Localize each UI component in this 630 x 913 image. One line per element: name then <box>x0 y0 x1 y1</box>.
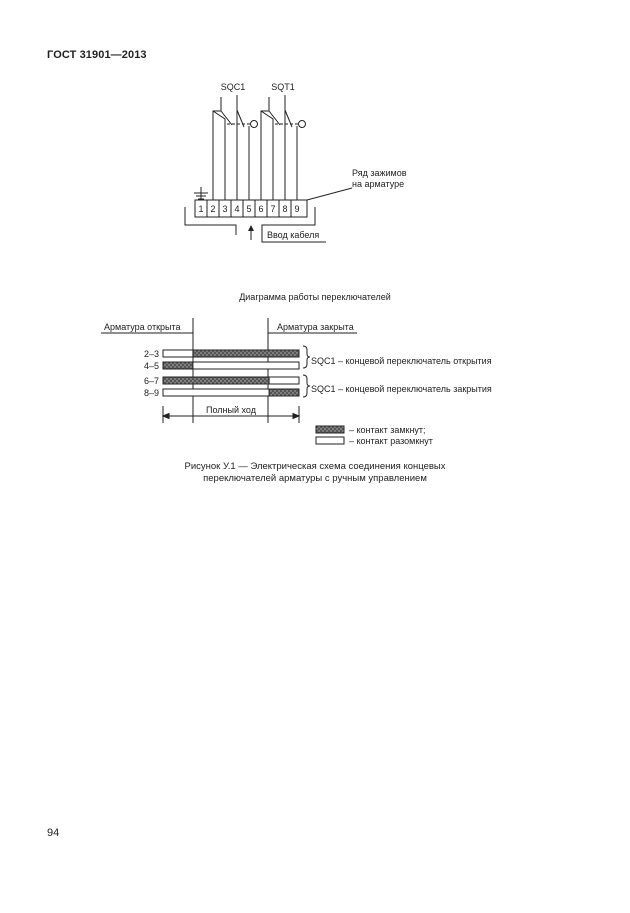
terminal-number: 2 <box>210 204 216 214</box>
full-stroke-label: Полный ход <box>206 405 256 415</box>
legend-open-swatch <box>316 437 344 444</box>
terminal-number: 6 <box>258 204 264 214</box>
contact-bar-closed <box>269 389 299 396</box>
document-header: ГОСТ 31901—2013 <box>47 49 147 61</box>
legend-closed-swatch <box>316 426 344 433</box>
terminal-numbers <box>198 204 299 214</box>
switch-description-open: SQC1 – концевой переключатель открытия <box>311 356 492 366</box>
contacts-label: 2–3 <box>143 349 159 359</box>
brace-open-switch <box>303 346 310 368</box>
terminal-label-leader <box>307 188 352 200</box>
contacts-label: 8–9 <box>143 388 159 398</box>
contact-bars <box>163 350 299 396</box>
switch-label-sqt1: SQT1 <box>271 82 295 92</box>
terminal-number: 8 <box>282 204 288 214</box>
legend-open-label: – контакт разомкнут <box>349 436 433 446</box>
terminal-number: 1 <box>198 204 204 214</box>
figure-caption <box>0 461 630 485</box>
switch-sqt1 <box>261 95 306 200</box>
terminal-number: 4 <box>234 204 240 214</box>
caption-line-1: Рисунок У.1 — Электрическая схема соединения концевых <box>184 461 446 472</box>
switch-operation-diagram <box>0 280 630 460</box>
terminal-number: 7 <box>270 204 276 214</box>
diagram-title: Диаграмма работы переключателей <box>239 292 391 302</box>
terminal-number: 3 <box>222 204 228 214</box>
terminal-block-label-line2: на арматуре <box>352 179 405 189</box>
page-number: 94 <box>47 827 60 839</box>
terminal-block-label-line1: Ряд зажимов <box>352 168 407 178</box>
switch-sqc1 <box>213 95 258 200</box>
ground-icon <box>194 187 208 200</box>
brace-close-switch <box>303 375 310 397</box>
terminal-number: 5 <box>246 204 252 214</box>
contact-bar-closed <box>163 362 193 369</box>
contacts-label: 6–7 <box>143 376 159 386</box>
switch-label-sqc1: SQC1 <box>220 82 246 92</box>
switch-description-close: SQC1 – концевой переключатель закрытия <box>311 384 492 394</box>
closed-position-label: Арматура закрыта <box>277 322 354 332</box>
open-position-label: Арматура открыта <box>104 322 181 332</box>
contacts-label: 4–5 <box>143 361 159 371</box>
contact-bar-closed <box>193 350 299 357</box>
caption-line-2: переключателей арматуры с ручным управлением <box>203 473 427 484</box>
legend-closed-label: – контакт замкнут; <box>349 425 426 435</box>
wiring-schematic <box>0 0 630 300</box>
contact-bar-closed <box>163 377 269 384</box>
cable-entry-label: Ввод кабеля <box>267 230 320 240</box>
terminal-number: 9 <box>294 204 300 214</box>
